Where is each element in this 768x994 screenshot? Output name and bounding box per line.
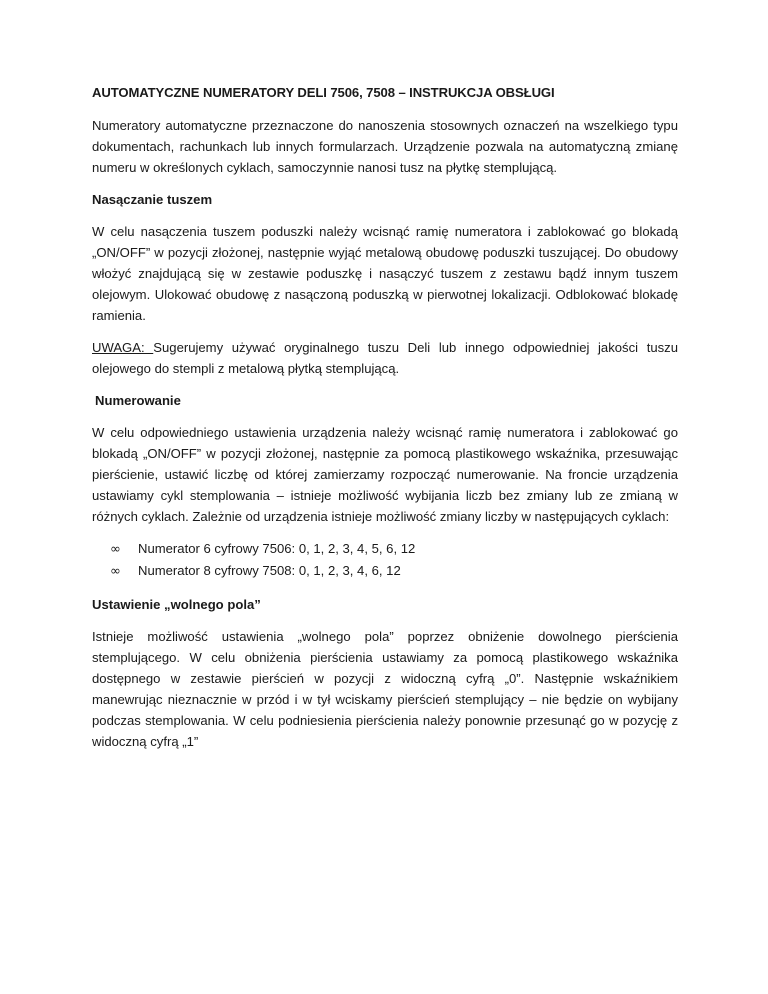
- inking-paragraph: W celu nasączenia tuszem poduszki należy wcisnąć ramię numeratora i zablokować go blokadą „ON/OFF” w pozycji złożonej, następnie wyjąć metalową obudowę poduszki tuszującej. Do obudowy włożyć znajdującą się w zestawie poduszkę i nasączyć tuszem z zestawu bądź innym tuszem olejowym. Ulokować obudowę z nasączoną poduszką w pierwotnej lokalizacji. Odblokować blokadę ramienia.: [92, 224, 678, 323]
- infinity-bullet-icon: ∞: [110, 542, 121, 557]
- numbering-paragraph: W celu odpowiedniego ustawienia urządzenia należy wcisnąć ramię numeratora i zablokować go blokadą „ON/OFF” w pozycji złożonej, następnie za pomocą plastikowego wskaźnika, przesuwając pierścienie, ustawić liczbę od której zamierzamy rozpocząć numerowanie. Na froncie urządzenia ustawiamy cykl stemplowania – istnieje możliwość wybijania liczb bez zmiany lub ze zmianą w różnych cyklach. Zależnie od urządzenia istnieje możliwość zmiany liczby w następujących cyklach:: [92, 425, 678, 524]
- document-page: [92, 82, 678, 763]
- document-title: AUTOMATYCZNE NUMERATORY DELI 7506, 7508 – INSTRUKCJA OBSŁUGI: [92, 85, 555, 100]
- free-field-paragraph: Istnieje możliwość ustawienia „wolnego pola” poprzez obniżenie dowolnego pierścienia stemplującego. W celu obniżenia pierścienia ustawiamy za pomocą plastikowego wskaźnika dostępnego w zestawie pierścień w pozycji z widoczną cyfrą „0”. Następnie wskaźnikiem manewrując nieznacznie w przód i w tył wciskamy pierścień stemplujący – nie będzie on wybijany podczas stemplowania. W celu podniesienia pierścienia należy ponownie przesunąć go w pozycję z widoczną cyfrą „1”: [92, 629, 678, 749]
- infinity-bullet-icon: ∞: [110, 564, 121, 579]
- section-heading-inking: Nasączanie tuszem: [92, 192, 213, 207]
- cycles-list: [92, 538, 678, 582]
- list-item: [110, 538, 678, 560]
- list-item-text: Numerator 8 cyfrowy 7508: 0, 1, 2, 3, 4, 6, 12: [138, 563, 401, 578]
- inking-note: [92, 337, 678, 379]
- note-label: UWAGA:: [92, 340, 154, 355]
- list-item-text: Numerator 6 cyfrowy 7506: 0, 1, 2, 3, 4, 5, 6, 12: [138, 541, 416, 556]
- list-item: [110, 560, 678, 582]
- section-heading-numbering: Numerowanie: [95, 393, 181, 408]
- section-heading-free-field: Ustawienie „wolnego pola”: [92, 597, 261, 612]
- note-text: Sugerujemy używać oryginalnego tuszu Deli lub innego odpowiedniej jakości tuszu olejowego do stempli z metalową płytką stemplującą.: [92, 340, 678, 376]
- intro-paragraph: Numeratory automatyczne przeznaczone do nanoszenia stosownych oznaczeń na wszelkiego typu dokumentach, rachunkach lub innych formularzach. Urządzenie pozwala na automatyczną zmianę numeru w określonych cyklach, samoczynnie nanosi tusz na płytkę stemplującą.: [92, 118, 678, 175]
